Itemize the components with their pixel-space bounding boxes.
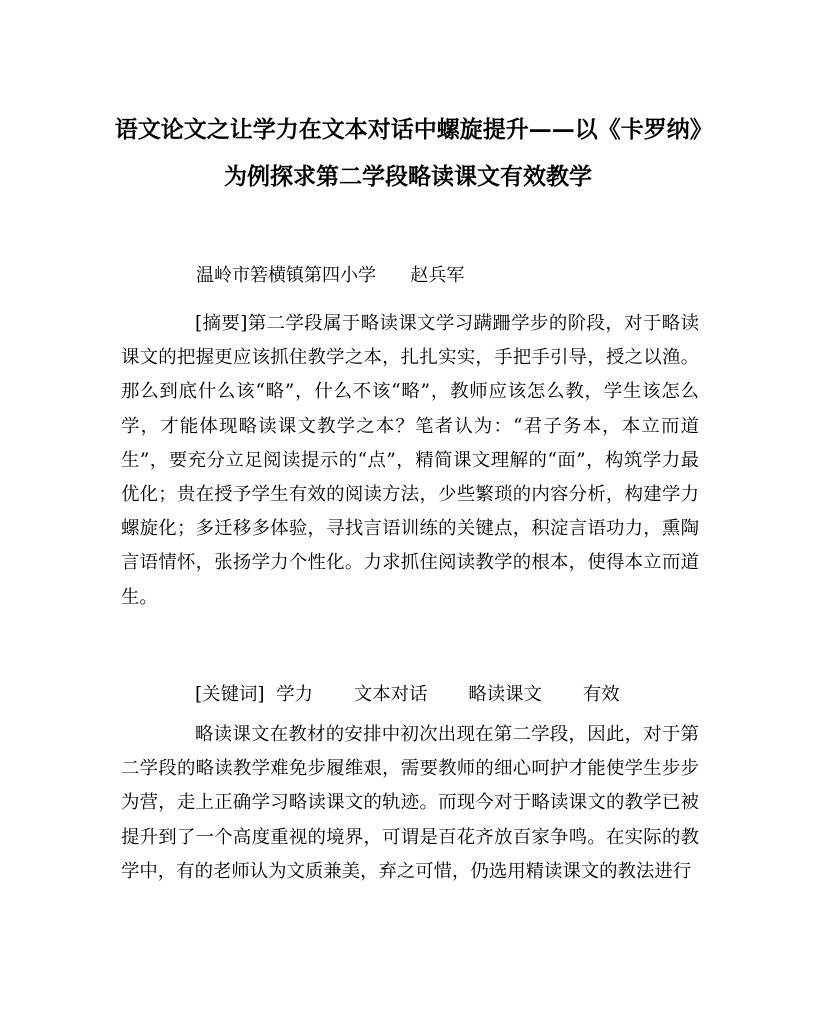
author-line: 温岭市箬横镇第四小学 赵兵军 bbox=[196, 265, 465, 286]
body-paragraph: 略读课文在教材的安排中初次出现在第二学段，因此，对于第二学段的略读教学难免步履维艰，需要教师的细心呵护才能使学生步步为营，走上正确学习略读课文的轨迹。而现今对于略读课文的教学已被提升到了一个高度重视的境界，可谓是百花齐放百家争鸣。在实际的教学中，有的老师认为文质兼美，弃之可惜，仍选用精读课文的教法进行 bbox=[121, 724, 699, 882]
abstract-paragraph: [摘要]第二学段属于略读课文学习蹒跚学步的阶段，对于略读课文的把握更应该抓住教学之本，扎扎实实，手把手引导，授之以渔。那么到底什么该“略”，什么不该“略”，教师应该怎么教，学生该怎么学，才能体现略读课文教学之本？笔者认为：“君子务本，本立而道生”，要充分立足阅读提示的“点”，精简课文理解的“面”，构筑学力最优化；贵在授予学生有效的阅读方法，少些繁琐的内容分析，构建学力螺旋化；多迁移多体验，寻找言语训练的关键点，积淀言语功力，熏陶言语情怀，张扬学力个性化。力求抓住阅读教学的根本，使得本立而道生。 bbox=[121, 313, 699, 608]
keywords-line: [关键词] 学力 文本对话 略读课文 有效 bbox=[195, 684, 620, 705]
document-title: 语文论文之让学力在文本对话中螺旋提升——以《卡罗纳》为例探求第二学段略读课文有效教学 bbox=[114, 116, 702, 190]
